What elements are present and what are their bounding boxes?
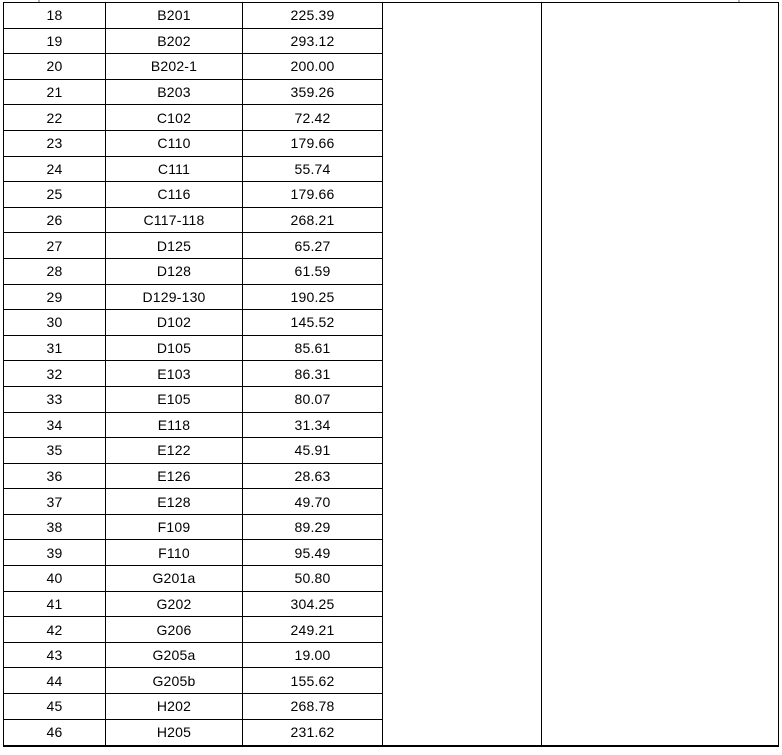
row-number-cell[interactable]: 37 — [4, 489, 106, 515]
value-cell[interactable]: 61.59 — [243, 258, 383, 284]
room-code-cell[interactable]: D125 — [106, 233, 243, 259]
room-code-cell[interactable]: E122 — [106, 438, 243, 464]
room-code-cell[interactable]: C111 — [106, 156, 243, 182]
room-code-cell[interactable]: G205a — [106, 642, 243, 668]
row-number-cell[interactable]: 39 — [4, 540, 106, 566]
room-code-cell[interactable]: B202-1 — [106, 54, 243, 80]
row-number-cell[interactable]: 34 — [4, 412, 106, 438]
row-number-cell[interactable]: 22 — [4, 105, 106, 131]
value-cell[interactable]: 28.63 — [243, 463, 383, 489]
room-code-cell[interactable]: C102 — [106, 105, 243, 131]
empty-column-4-cell[interactable] — [383, 3, 542, 747]
row-number-cell[interactable]: 31 — [4, 335, 106, 361]
value-cell[interactable]: 190.25 — [243, 284, 383, 310]
room-code-cell[interactable]: F109 — [106, 514, 243, 540]
room-code-cell[interactable]: E118 — [106, 412, 243, 438]
room-code-cell[interactable]: D129-130 — [106, 284, 243, 310]
value-cell[interactable]: 249.21 — [243, 617, 383, 643]
room-code-cell[interactable]: G202 — [106, 591, 243, 617]
value-cell[interactable]: 72.42 — [243, 105, 383, 131]
value-cell[interactable]: 85.61 — [243, 335, 383, 361]
row-number-cell[interactable]: 43 — [4, 642, 106, 668]
room-code-cell[interactable]: D102 — [106, 310, 243, 336]
value-cell[interactable]: 50.80 — [243, 566, 383, 592]
room-code-cell[interactable]: B202 — [106, 28, 243, 54]
value-cell[interactable]: 179.66 — [243, 130, 383, 156]
row-number-cell[interactable]: 26 — [4, 207, 106, 233]
table-body — [4, 3, 779, 747]
value-cell[interactable]: 155.62 — [243, 668, 383, 694]
row-number-cell[interactable]: 24 — [4, 156, 106, 182]
room-code-cell[interactable]: H202 — [106, 694, 243, 720]
value-cell[interactable]: 55.74 — [243, 156, 383, 182]
row-number-cell[interactable]: 32 — [4, 361, 106, 387]
value-cell[interactable]: 45.91 — [243, 438, 383, 464]
room-code-cell[interactable]: D105 — [106, 335, 243, 361]
value-cell[interactable]: 95.49 — [243, 540, 383, 566]
room-code-cell[interactable]: B203 — [106, 79, 243, 105]
value-cell[interactable]: 179.66 — [243, 182, 383, 208]
row-number-cell[interactable]: 35 — [4, 438, 106, 464]
table-row — [4, 3, 779, 29]
value-cell[interactable]: 31.34 — [243, 412, 383, 438]
room-code-cell[interactable]: B201 — [106, 3, 243, 29]
room-code-cell[interactable]: E126 — [106, 463, 243, 489]
data-table — [3, 2, 779, 747]
value-cell[interactable]: 19.00 — [243, 642, 383, 668]
room-code-cell[interactable]: E105 — [106, 386, 243, 412]
value-cell[interactable]: 65.27 — [243, 233, 383, 259]
row-number-cell[interactable]: 45 — [4, 694, 106, 720]
value-cell[interactable]: 80.07 — [243, 386, 383, 412]
room-code-cell[interactable]: G205b — [106, 668, 243, 694]
row-number-cell[interactable]: 46 — [4, 719, 106, 746]
value-cell[interactable]: 268.21 — [243, 207, 383, 233]
room-code-cell[interactable]: D128 — [106, 258, 243, 284]
room-code-cell[interactable]: C117-118 — [106, 207, 243, 233]
room-code-cell[interactable]: E128 — [106, 489, 243, 515]
row-number-cell[interactable]: 25 — [4, 182, 106, 208]
row-number-cell[interactable]: 20 — [4, 54, 106, 80]
room-code-cell[interactable]: G206 — [106, 617, 243, 643]
row-number-cell[interactable]: 27 — [4, 233, 106, 259]
room-code-cell[interactable]: F110 — [106, 540, 243, 566]
row-number-cell[interactable]: 41 — [4, 591, 106, 617]
value-cell[interactable]: 359.26 — [243, 79, 383, 105]
room-code-cell[interactable]: C110 — [106, 130, 243, 156]
value-cell[interactable]: 293.12 — [243, 28, 383, 54]
row-number-cell[interactable]: 18 — [4, 3, 106, 29]
value-cell[interactable]: 200.00 — [243, 54, 383, 80]
value-cell[interactable]: 231.62 — [243, 719, 383, 746]
row-number-cell[interactable]: 21 — [4, 79, 106, 105]
value-cell[interactable]: 225.39 — [243, 3, 383, 29]
row-number-cell[interactable]: 36 — [4, 463, 106, 489]
room-code-cell[interactable]: H205 — [106, 719, 243, 746]
empty-column-5-cell[interactable] — [542, 3, 779, 747]
value-cell[interactable]: 304.25 — [243, 591, 383, 617]
row-number-cell[interactable]: 44 — [4, 668, 106, 694]
row-number-cell[interactable]: 23 — [4, 130, 106, 156]
room-code-cell[interactable]: G201a — [106, 566, 243, 592]
value-cell[interactable]: 268.78 — [243, 694, 383, 720]
table-container — [3, 2, 779, 747]
row-number-cell[interactable]: 29 — [4, 284, 106, 310]
row-number-cell[interactable]: 30 — [4, 310, 106, 336]
row-number-cell[interactable]: 42 — [4, 617, 106, 643]
row-number-cell[interactable]: 33 — [4, 386, 106, 412]
room-code-cell[interactable]: E103 — [106, 361, 243, 387]
row-number-cell[interactable]: 40 — [4, 566, 106, 592]
row-number-cell[interactable]: 28 — [4, 258, 106, 284]
room-code-cell[interactable]: C116 — [106, 182, 243, 208]
row-number-cell[interactable]: 19 — [4, 28, 106, 54]
value-cell[interactable]: 86.31 — [243, 361, 383, 387]
row-number-cell[interactable]: 38 — [4, 514, 106, 540]
value-cell[interactable]: 145.52 — [243, 310, 383, 336]
value-cell[interactable]: 89.29 — [243, 514, 383, 540]
value-cell[interactable]: 49.70 — [243, 489, 383, 515]
